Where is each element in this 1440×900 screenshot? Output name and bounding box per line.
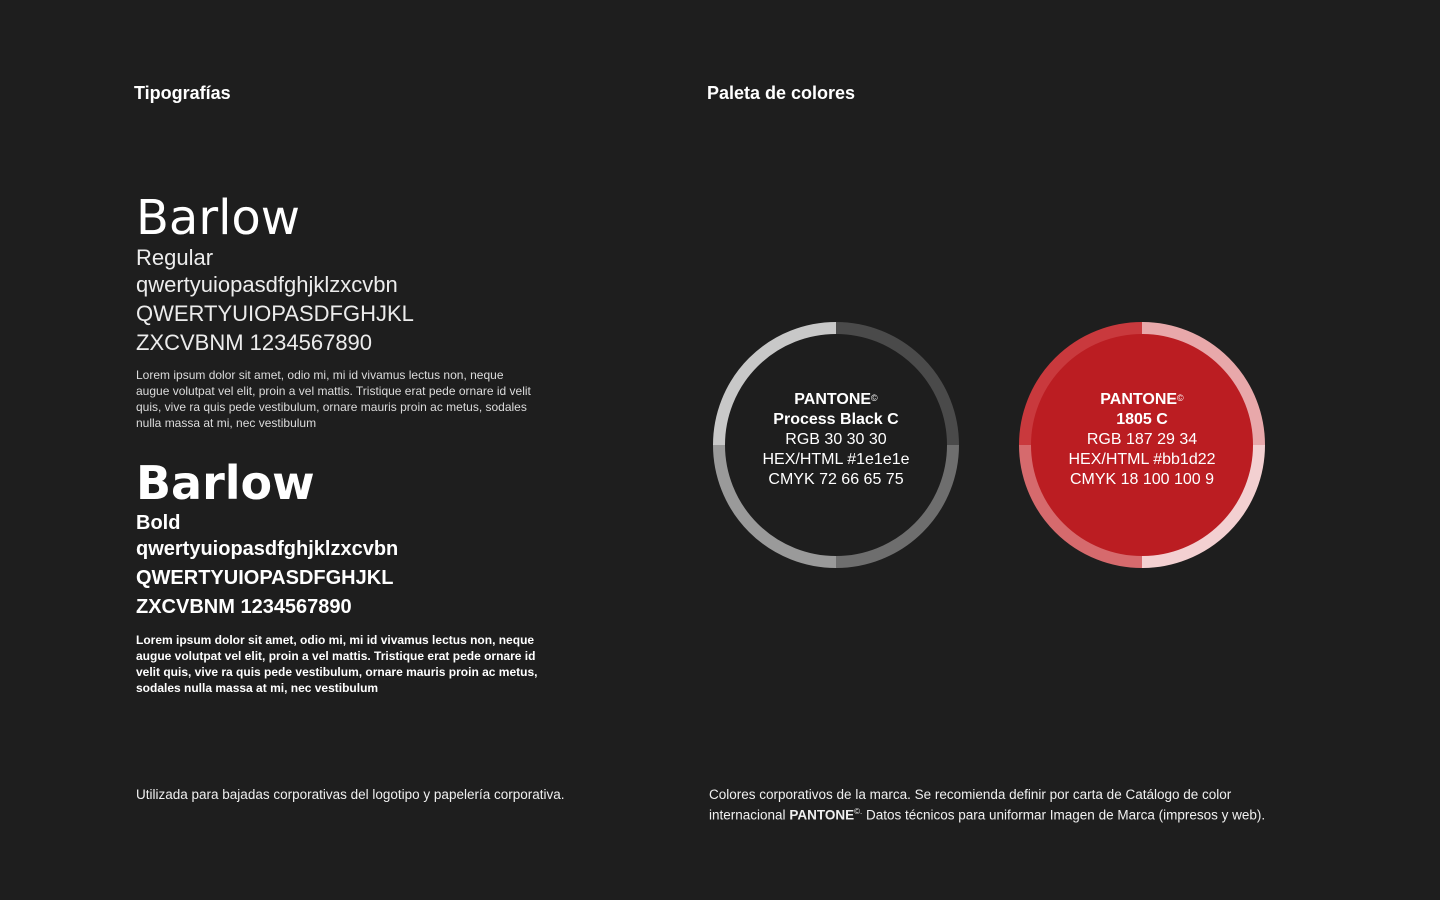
typography-heading: Tipografías (134, 83, 231, 103)
font-name: Barlow (136, 190, 301, 246)
copyright-mark: © (1177, 393, 1184, 403)
cmyk-value: CMYK 72 66 65 75 (768, 471, 904, 488)
sample-paragraph: Lorem ipsum dolor sit amet, odio mi, mi id vivamus lectus non, neque augue volutpat vel elit, proin a vel mattis. Tristique erat pede ornare id velit quis, vive ra quis pede vestibulum, ornare mauris proin ac metus, sodales nulla massa at mi, nec vestibulum (136, 633, 538, 695)
typography-caption: Utilizada para bajadas corporativas del logotipo y papelería corporativa. (136, 787, 565, 802)
hex-value: HEX/HTML #bb1d22 (1068, 451, 1216, 468)
uppercase-glyphs: QWERTYUIOPASDFGHJKL (136, 301, 414, 326)
uppercase-glyphs: QWERTYUIOPASDFGHJKL (136, 567, 394, 589)
font-specimen-bold (136, 455, 556, 696)
pantone-label: PANTONE (1100, 391, 1178, 408)
palette-heading: Paleta de colores (707, 83, 856, 103)
swatch-info (711, 390, 961, 490)
pantone-name: 1805 C (1116, 411, 1168, 428)
uppercase-number-glyphs: ZXCVBNM 1234567890 (136, 330, 373, 355)
font-specimen-regular (136, 190, 536, 431)
color-swatch-red (1017, 320, 1267, 570)
sample-paragraph: Lorem ipsum dolor sit amet, odio mi, mi id vivamus lectus non, neque augue volutpat vel elit, proin a vel mattis. Tristique erat pede ornare id velit quis, vive ra quis pede vestibulum, ornare mauris proin ac metus, sodales nulla massa at mi, nec vestibulum (136, 368, 531, 430)
lowercase-glyphs: qwertyuiopasdfghjklzxcvbn (136, 272, 398, 297)
uppercase-number-glyphs: ZXCVBNM 1234567890 (136, 596, 352, 618)
caption-copyright: ©. (854, 807, 863, 816)
hex-value: HEX/HTML #1e1e1e (762, 451, 910, 468)
caption-text: Colores corporativos de la marca. Se recomienda definir por carta de Catálogo de color internacional (709, 787, 1232, 823)
font-weight-label: Regular (136, 245, 214, 270)
lowercase-glyphs: qwertyuiopasdfghjklzxcvbn (136, 538, 399, 560)
pantone-label: PANTONE (794, 391, 872, 408)
caption-text-end: Datos técnicos para uniformar Imagen de Marca (impresos y web). (862, 807, 1266, 823)
pantone-name: Process Black C (773, 411, 899, 428)
rgb-value: RGB 187 29 34 (1086, 431, 1198, 448)
cmyk-value: CMYK 18 100 100 9 (1069, 471, 1215, 488)
font-name: Barlow (136, 456, 315, 510)
swatch-info (1017, 390, 1267, 490)
color-swatch-black (711, 320, 961, 570)
rgb-value: RGB 30 30 30 (785, 431, 887, 448)
caption-pantone: PANTONE (789, 807, 855, 823)
palette-caption (709, 786, 1309, 824)
font-weight-label: Bold (136, 512, 181, 534)
copyright-mark: © (871, 393, 878, 403)
